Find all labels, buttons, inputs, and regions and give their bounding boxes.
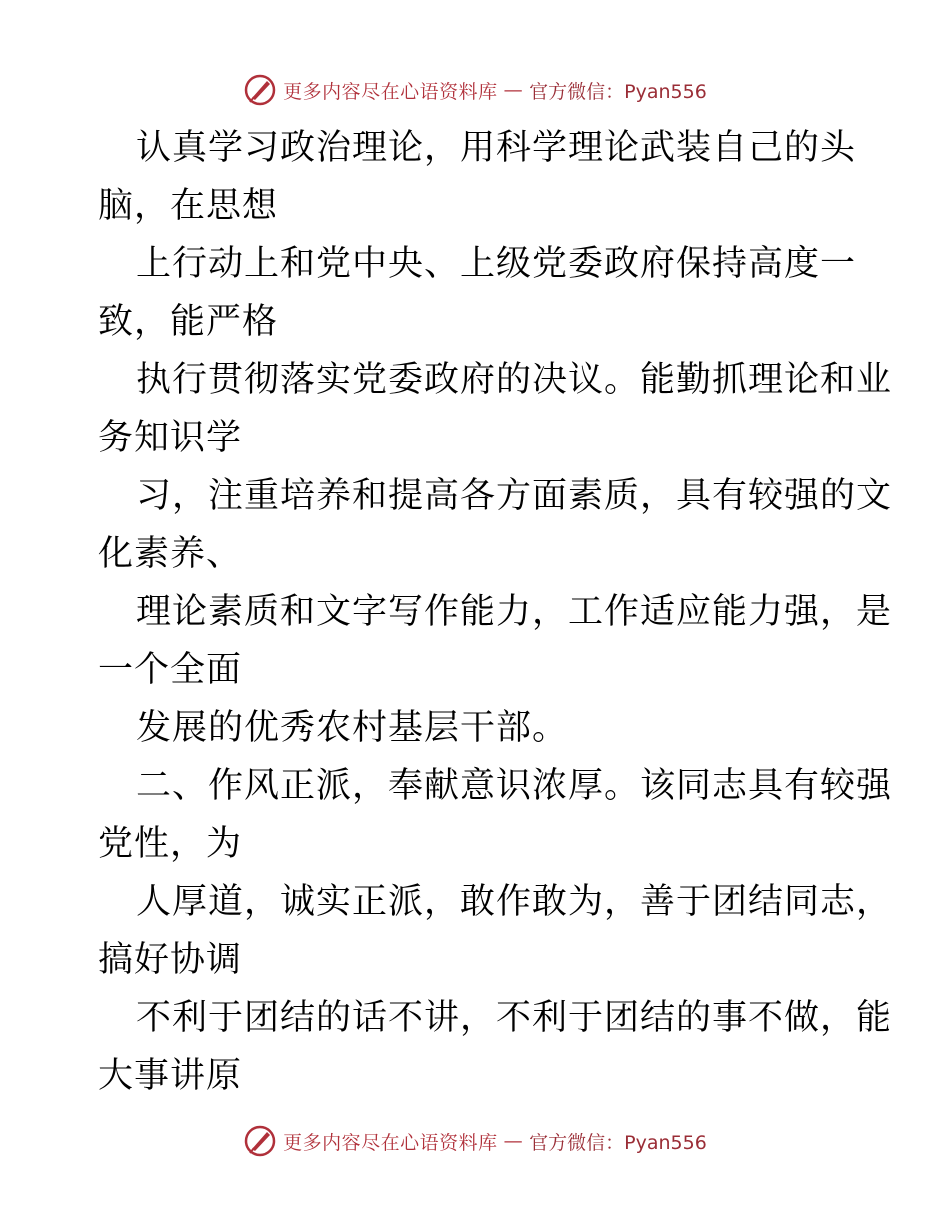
- document-body: [98, 119, 893, 1105]
- text-line: 大事讲原: [98, 1056, 243, 1096]
- footer-banner: [0, 1121, 950, 1161]
- text-line: 一个全面: [98, 650, 243, 690]
- footer-wechat-text: 官方微信：Pyan556: [529, 1131, 707, 1154]
- quill-pen-logo-icon: [243, 73, 277, 107]
- header-banner: [0, 70, 950, 110]
- text-line: 化素养、: [98, 534, 243, 574]
- text-line: 人厚道，诚实正派，敢作敢为，善于团结同志，: [136, 882, 893, 922]
- text-line: 执行贯彻落实党委政府的决议。能勤抓理论和业: [136, 360, 893, 400]
- text-line: 认真学习政治理论，用科学理论武装自己的头: [136, 128, 857, 168]
- header-dash: —: [503, 79, 524, 101]
- footer-dash: —: [503, 1130, 524, 1152]
- text-line: 二、作风正派，奉献意识浓厚。该同志具有较强: [136, 766, 893, 806]
- header-brand-text: 更多内容尽在心语资料库: [283, 80, 498, 103]
- text-line: 党性，为: [98, 824, 243, 864]
- footer-brand-text: 更多内容尽在心语资料库: [283, 1131, 498, 1154]
- header-wechat-text: 官方微信：Pyan556: [529, 80, 707, 103]
- text-line: 发展的优秀农村基层干部。: [136, 708, 569, 748]
- text-line: 理论素质和文字写作能力，工作适应能力强，是: [136, 592, 893, 632]
- text-line: 上行动上和党中央、上级党委政府保持高度一: [136, 244, 857, 284]
- text-line: 务知识学: [98, 418, 243, 458]
- text-line: 不利于团结的话不讲，不利于团结的事不做，能: [136, 998, 893, 1038]
- text-line: 脑，在思想: [98, 186, 279, 226]
- text-line: 习，注重培养和提高各方面素质，具有较强的文: [136, 476, 893, 516]
- quill-pen-logo-icon: [243, 1124, 277, 1158]
- text-line: 致，能严格: [98, 302, 279, 342]
- text-line: 搞好协调: [98, 940, 243, 980]
